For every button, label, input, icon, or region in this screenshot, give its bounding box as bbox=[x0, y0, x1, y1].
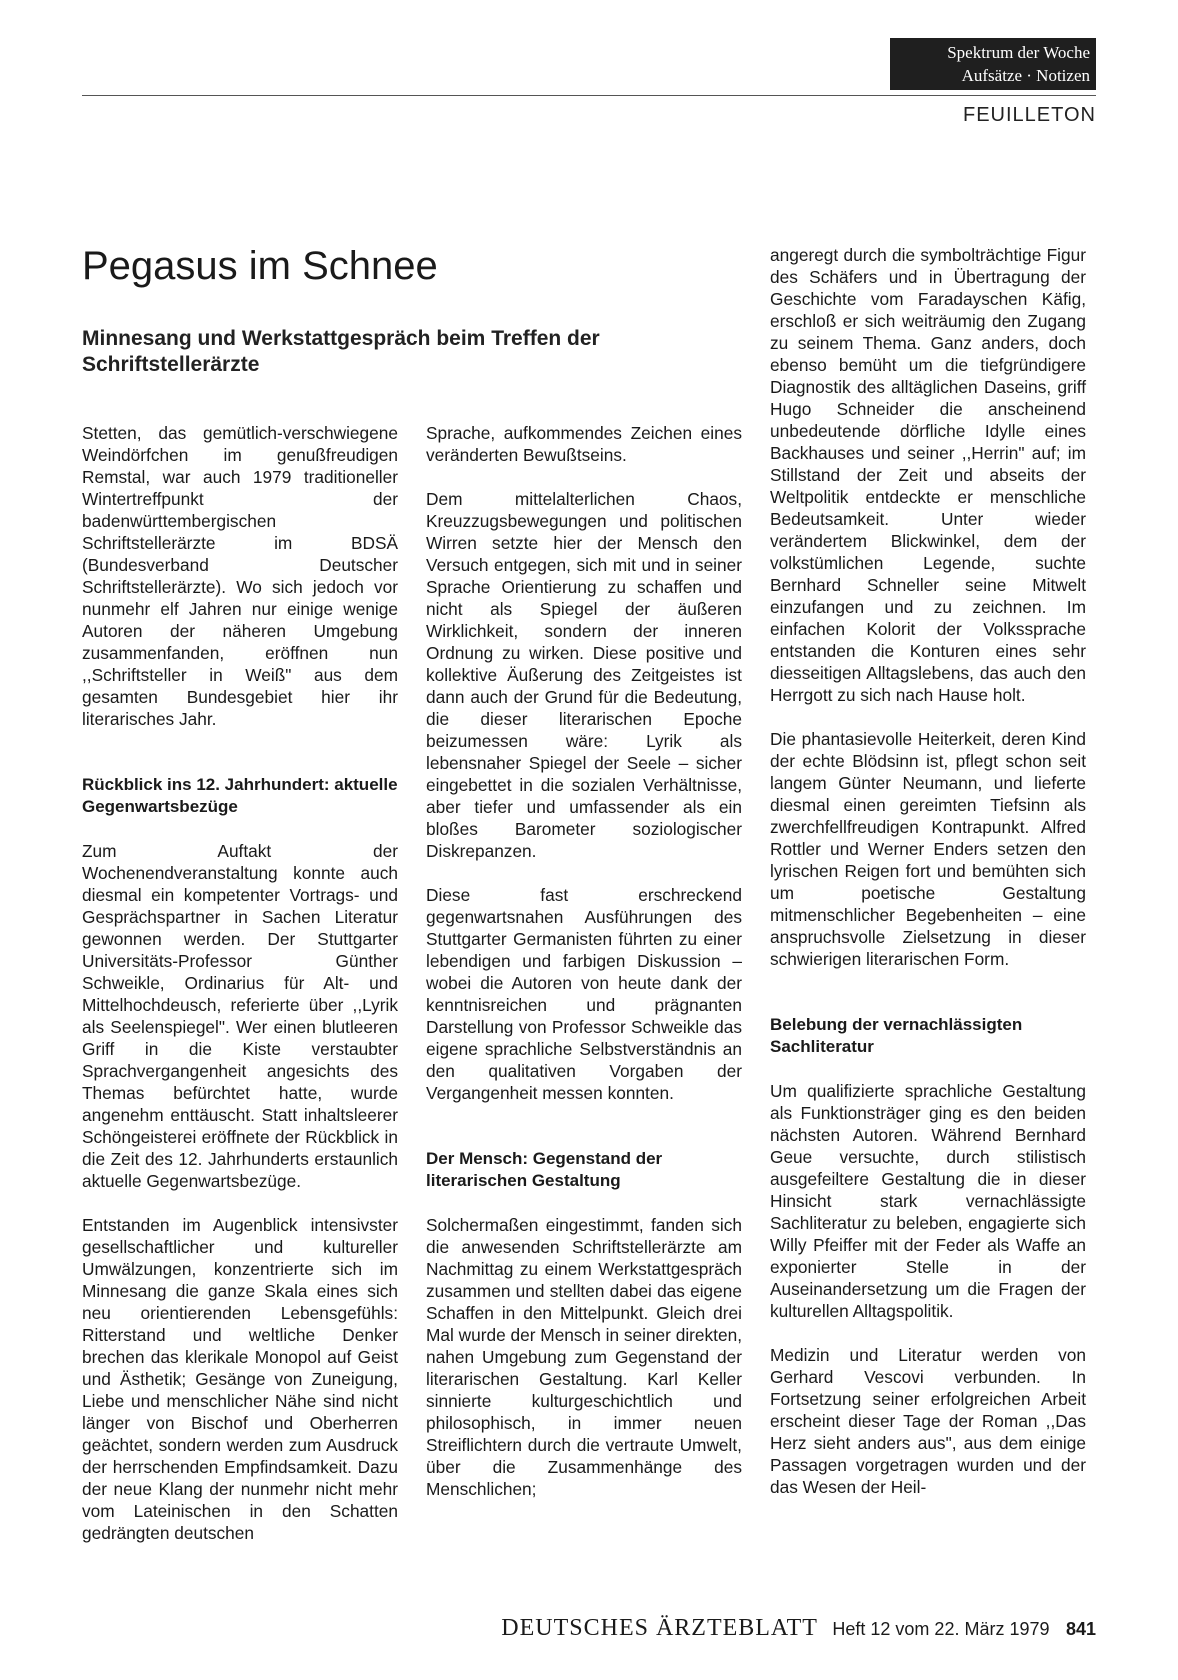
paragraph: angeregt durch die symbolträchtige Figur des Schäfers und in Übertragung der Geschichte vom Faradayschen Käfig, erschloß er sich weiträumig den Zugang zu seinem Thema. Ganz anders, doch ebenso bemüht um die tiefgründigere Diagnostik des alltäglichen Daseins, griff Hugo Schneider die anscheinend unbedeutende dörfliche Idylle eines Backhauses und seiner ,,Herrin" auf; im Stillstand der Zeit und abseits der Weltpolitik entdeckte er menschliche Bedeutsamkeit. Unter wieder verändertem Blickwinkel, dem der volkstümlichen Legende, suchte Bernhard Schneller seine Mitwelt einzufangen und zu zeichnen. Im einfachen Kolorit der Volkssprache entstanden die Konturen eines sehr diesseitigen Alltagslebens, das auch den Herrgott zu sich nach Hause holt. bbox=[770, 245, 1086, 705]
paragraph: Die phantasievolle Heiterkeit, deren Kind der echte Blödsinn ist, pflegt schon seit langem Günter Neumann, und lieferte diesmal einen gereimten Tiefsinn als zwerchfellfreudigen Kontrapunkt. Alfred Rottler und Werner Enders setzen den lyrischen Reigen fort und bemühten sich um poetische Gestaltung mitmenschlicher Begebenheiten – eine anspruchsvolle Zielsetzung in dieser schwierigen literarischen Form. bbox=[770, 729, 1086, 969]
issue-info: Heft 12 vom 22. März 1979 bbox=[832, 1619, 1050, 1639]
paragraph: Dem mittelalterlichen Chaos, Kreuzzugsbewegungen und politischen Wirren setzte hier der Mensch den Versuch entgegen, sich mit und in seiner Sprache Orientierung zu schaffen und nicht als Spiegel der äußeren Wirklichkeit, sondern der inneren Ordnung zu wirken. Diese positive und kollektive Äußerung des Zeitgeistes ist dann auch der Grund für die Bedeutung, die dieser literarischen Epoche beizumessen wäre: Lyrik als lebensnaher Spiegel der Seele – sicher eingebettet in die sozialen Verhältnisse, aber tiefer und umfassender als ein bloßes Barometer soziologischer Diskrepanzen. bbox=[426, 489, 742, 861]
subheading-der-mensch: Der Mensch: Gegenstand der literarischen Gestaltung bbox=[426, 1149, 663, 1190]
badge-line-1: Spektrum der Woche bbox=[947, 43, 1090, 62]
paragraph: Sprache, aufkommendes Zeichen eines veränderten Bewußtseins. bbox=[426, 423, 742, 465]
section-label: FEUILLETON bbox=[963, 104, 1096, 126]
subheading-belebung: Belebung der vernachlässigten Sachliteratur bbox=[770, 1015, 1023, 1056]
paragraph: Solchermaßen eingestimmt, fanden sich die anwesenden Schriftstellerärzte am Nachmittag zu einem Werkstattgespräch zusammen und stellten dabei das eigene Schaffen in den Mittelpunkt. Gleich drei Mal wurde der Mensch in seiner direkten, nahen Umgebung zum Gegenstand der literarischen Gestaltung. Karl Keller sinnierte kulturgeschichtlich und philosophisch, in immer neuen Streiflichtern durch die vertraute Umwelt, über die Zusammenhänge des Menschlichen; bbox=[426, 1215, 743, 1499]
badge-line-2: Aufsätze · Notizen bbox=[961, 66, 1090, 85]
journal-name: DEUTSCHES ÄRZTEBLATT bbox=[501, 1615, 818, 1641]
column-2 bbox=[426, 422, 742, 1500]
section-badge bbox=[890, 38, 1096, 90]
article-subtitle: Minnesang und Werkstattgespräch beim Treffen der Schriftstellerärzte bbox=[82, 327, 600, 376]
page-number: 841 bbox=[1065, 1619, 1096, 1639]
paragraph: Zum Auftakt der Wochenendveranstaltung konnte auch diesmal ein kompetenter Vortrags- und Gesprächspartner in Sachen Literatur gewonnen werden. Der Stuttgarter Universitäts-Professor Günther Schweikle, Ordinarius für Alt- und Mittelhochdeusch, referierte über ,,Lyrik als Seelenspiegel". Wer einen blutleeren Griff in die Kiste verstaubter Sprachvergangenheit angesichts des Themas befürchtet hatte, wurde angenehm enttäuscht. Statt inhaltsleerer Schöngeisterei eröffnete der Rückblick in die Zeit des 12. Jahrhunderts erstaunlich aktuelle Gegenwartsbezüge. bbox=[82, 841, 398, 1191]
paragraph: Entstanden im Augenblick intensivster gesellschaftlicher und kultureller Umwälzungen, konzentrierte sich im Minnesang die ganze Skala eines sich neu orientierenden Lebensgefühls: Ritterstand und weltliche Denker brechen das klerikale Monopol auf Geist und Ästhetik; Gesänge von Zuneigung, Liebe und menschlicher Nähe sind nicht länger von Bischof und Oberherren geächtet, sondern werden zum Ausdruck der herrschenden Empfindsamkeit. Dazu der neue Klang der nunmehr nicht mehr vom Lateinischen in den Schatten gedrängten deutschen bbox=[82, 1215, 398, 1543]
paragraph: Um qualifizierte sprachliche Gestaltung als Funktionsträger ging es den beiden nächsten Autoren. Während Bernhard Geue versuchte, durch stilistisch ausgefeiltere Gestaltung die in dieser Hinsicht stark vernachlässigte Sachliteratur zu beleben, engagierte sich Willy Pfeiffer mit der Feder als Waffe an exponierter Stelle in der Auseinandersetzung um die Fragen der kulturellen Alltagspolitik. bbox=[770, 1081, 1086, 1321]
column-1 bbox=[82, 422, 398, 1544]
page-footer bbox=[501, 1615, 1096, 1642]
column-3 bbox=[770, 244, 1086, 1498]
paragraph: Diese fast erschreckend gegenwartsnahen Ausführungen des Stuttgarter Germanisten führten zu einer lebendigen und farbigen Diskussion – wobei die Autoren von heute dank der kenntnisreichen und prägnanten Darstellung von Professor Schweikle das eigene sprachliche Selbstverständnis an den qualitativen Vorgaben der Vergangenheit messen konnten. bbox=[426, 885, 742, 1103]
paragraph: Medizin und Literatur werden von Gerhard Vescovi verbunden. In Fortsetzung seiner erfolgreichen Arbeit erscheint dieser Tage der Roman ,,Das Herz sieht anders aus", aus dem einige Passagen vorgetragen wurden und der das Wesen der Heil- bbox=[770, 1345, 1086, 1497]
paragraph: Stetten, das gemütlich-verschwiegene Weindörfchen im genußfreudigen Remstal, war auch 1979 traditioneller Wintertreffpunkt der badenwürttembergischen Schriftstellerärzte im BDSÄ (Bundesverband Deutscher Schriftstellerärzte). Wo sich jedoch vor nunmehr elf Jahren nur einige wenige Autoren der näheren Umgebung zusammenfanden, eröffnen nun ,,Schriftsteller in Weiß" aus dem gesamten Bundesgebiet hier ihr literarisches Jahr. bbox=[82, 423, 398, 729]
header-rule bbox=[82, 95, 1096, 96]
subheading-rueckblick: Rückblick ins 12. Jahrhundert: aktuelle Gegenwartsbezüge bbox=[82, 775, 398, 816]
article-title: Pegasus im Schnee bbox=[82, 244, 438, 288]
